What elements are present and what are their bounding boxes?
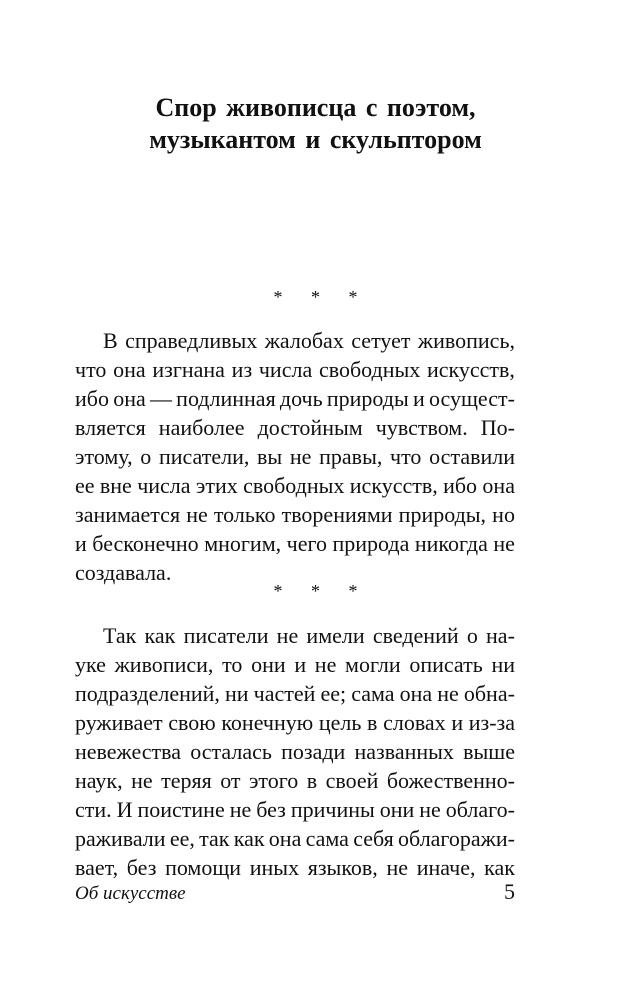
word: природы, <box>398 502 487 527</box>
page-number: 5 <box>504 879 515 904</box>
word: наук, <box>75 768 123 793</box>
word: помощи <box>165 855 242 880</box>
word: и <box>75 531 87 556</box>
paragraph-line <box>75 708 515 737</box>
word: этого <box>248 768 299 793</box>
chapter-title-line-2: музыкантом и скульптором <box>149 125 482 154</box>
word: дочь <box>279 386 323 411</box>
word: что <box>390 444 422 469</box>
word: ни <box>225 681 249 706</box>
word: цель <box>318 710 362 735</box>
paragraph-line <box>75 500 515 529</box>
word: конечную <box>221 710 314 735</box>
word: не <box>276 623 299 648</box>
paragraph-line <box>75 471 515 500</box>
word: сти. <box>75 797 112 822</box>
word: этому, <box>75 444 133 469</box>
word: живопись, <box>417 328 515 353</box>
word: не <box>229 797 252 822</box>
word: она <box>113 386 146 411</box>
word: и <box>412 386 425 411</box>
chapter-title <box>80 92 551 156</box>
word: выше <box>463 739 515 764</box>
word: она <box>399 681 433 706</box>
word: могли <box>345 652 401 677</box>
word: не <box>314 652 337 677</box>
word: Так <box>103 623 137 648</box>
word: без <box>256 797 286 822</box>
word: бесконечно <box>92 531 199 556</box>
word: вне <box>99 473 132 498</box>
paragraph-line <box>75 355 515 384</box>
word: невежества <box>75 739 182 764</box>
word: обна- <box>463 681 515 706</box>
word: что <box>75 357 107 382</box>
word: имели <box>306 623 365 648</box>
word: свободных <box>318 357 421 382</box>
word: никогда <box>414 531 488 556</box>
word: из-за <box>468 710 515 735</box>
word: искусств, <box>349 473 438 498</box>
word: как <box>144 623 176 648</box>
word: в <box>306 768 318 793</box>
word: причины <box>290 797 375 822</box>
word: не <box>289 444 312 469</box>
word: божественно- <box>386 768 515 793</box>
word: И <box>116 797 133 822</box>
word: числа <box>258 357 313 382</box>
paragraph-line <box>75 621 515 650</box>
word: — <box>149 386 172 411</box>
word: без <box>126 855 157 880</box>
word: так <box>199 826 230 851</box>
word: она <box>268 826 302 851</box>
word: искусств, <box>426 357 515 382</box>
word: подлинная <box>176 386 276 411</box>
word: природы <box>326 386 409 411</box>
word: живописи, <box>114 652 214 677</box>
word: свободных <box>243 473 345 498</box>
paragraph-line <box>75 853 515 882</box>
section-separator: * * * <box>273 581 370 601</box>
word: По- <box>480 415 515 440</box>
word: не <box>437 681 459 706</box>
word: творениями <box>281 502 393 527</box>
paragraph <box>75 326 515 587</box>
word: но <box>492 502 515 527</box>
word: ее; <box>320 681 347 706</box>
word: описать <box>409 652 483 677</box>
word: названных <box>354 739 454 764</box>
paragraph-line <box>75 824 515 853</box>
word: не <box>419 797 441 822</box>
paragraph-line <box>75 384 515 413</box>
paragraph-line <box>75 529 515 558</box>
word: и <box>451 710 464 735</box>
paragraph <box>75 621 515 882</box>
word: своей <box>325 768 379 793</box>
word: свою <box>168 710 216 735</box>
word: В <box>103 328 118 353</box>
word: сетует <box>351 328 411 353</box>
word: уке <box>75 652 106 677</box>
word: наиболее <box>158 415 245 440</box>
word: сведений <box>372 623 459 648</box>
word: писатели, <box>158 444 250 469</box>
word: руживает <box>75 710 163 735</box>
word: чего <box>286 531 327 556</box>
word: как <box>484 855 515 880</box>
word: писатели <box>183 623 269 648</box>
word: они <box>251 652 286 677</box>
word: ибо <box>443 473 478 498</box>
word: они <box>379 797 415 822</box>
paragraph-line <box>75 766 515 795</box>
paragraph-line <box>75 442 515 471</box>
word: подразделений, <box>75 681 220 706</box>
word: о <box>140 444 152 469</box>
word: этих <box>195 473 238 498</box>
word: она <box>482 473 515 498</box>
word: позади <box>281 739 346 764</box>
word: от <box>220 768 241 793</box>
word: облаго- <box>445 797 515 822</box>
word: достойным <box>257 415 363 440</box>
line-text: создавала. <box>75 560 172 585</box>
chapter-title-line-1: Спор живописца с поэтом, <box>155 93 476 122</box>
section-separator: * * * <box>273 287 370 307</box>
word: о <box>466 623 478 648</box>
word: осталась <box>190 739 272 764</box>
word: на- <box>486 623 515 648</box>
paragraph-line <box>75 326 515 355</box>
word: вает, <box>75 855 119 880</box>
word: ее, <box>169 826 195 851</box>
word: сама <box>305 826 349 851</box>
word: частей <box>253 681 316 706</box>
word: только <box>213 502 276 527</box>
word: языков, <box>307 855 378 880</box>
word: изгнана <box>152 357 225 382</box>
word: не <box>386 855 409 880</box>
word: жалобах <box>264 328 344 353</box>
word: ибо <box>75 386 109 411</box>
word: вы <box>257 444 283 469</box>
word: осущест- <box>428 386 515 411</box>
word: занимается <box>75 502 181 527</box>
word: в <box>367 710 378 735</box>
running-title: Об искусстве <box>75 883 186 904</box>
word: правы, <box>319 444 383 469</box>
word: сама <box>351 681 395 706</box>
word: ни <box>491 652 515 677</box>
word: иных <box>249 855 300 880</box>
paragraph-line <box>75 413 515 442</box>
word: облагоражи- <box>398 826 515 851</box>
word: и <box>294 652 307 677</box>
word: природа <box>332 531 410 556</box>
word: то <box>222 652 243 677</box>
word: многим, <box>204 531 282 556</box>
paragraph-line <box>75 795 515 824</box>
word: поистине <box>137 797 225 822</box>
word: не <box>131 768 153 793</box>
word: теряя <box>161 768 212 793</box>
word: оставили <box>429 444 515 469</box>
paragraph-line <box>75 679 515 708</box>
paragraph-line <box>75 737 515 766</box>
word: раживали <box>75 826 166 851</box>
word: как <box>233 826 265 851</box>
word: словах <box>383 710 446 735</box>
word: не <box>186 502 208 527</box>
word: числа <box>137 473 191 498</box>
word: она <box>113 357 146 382</box>
word: иначе, <box>416 855 476 880</box>
word: вляется <box>75 415 146 440</box>
word: ее <box>75 473 95 498</box>
word: чувством. <box>375 415 468 440</box>
word: себя <box>353 826 394 851</box>
word: из <box>231 357 253 382</box>
word: справедливых <box>125 328 258 353</box>
paragraph-line <box>75 650 515 679</box>
word: не <box>493 531 515 556</box>
